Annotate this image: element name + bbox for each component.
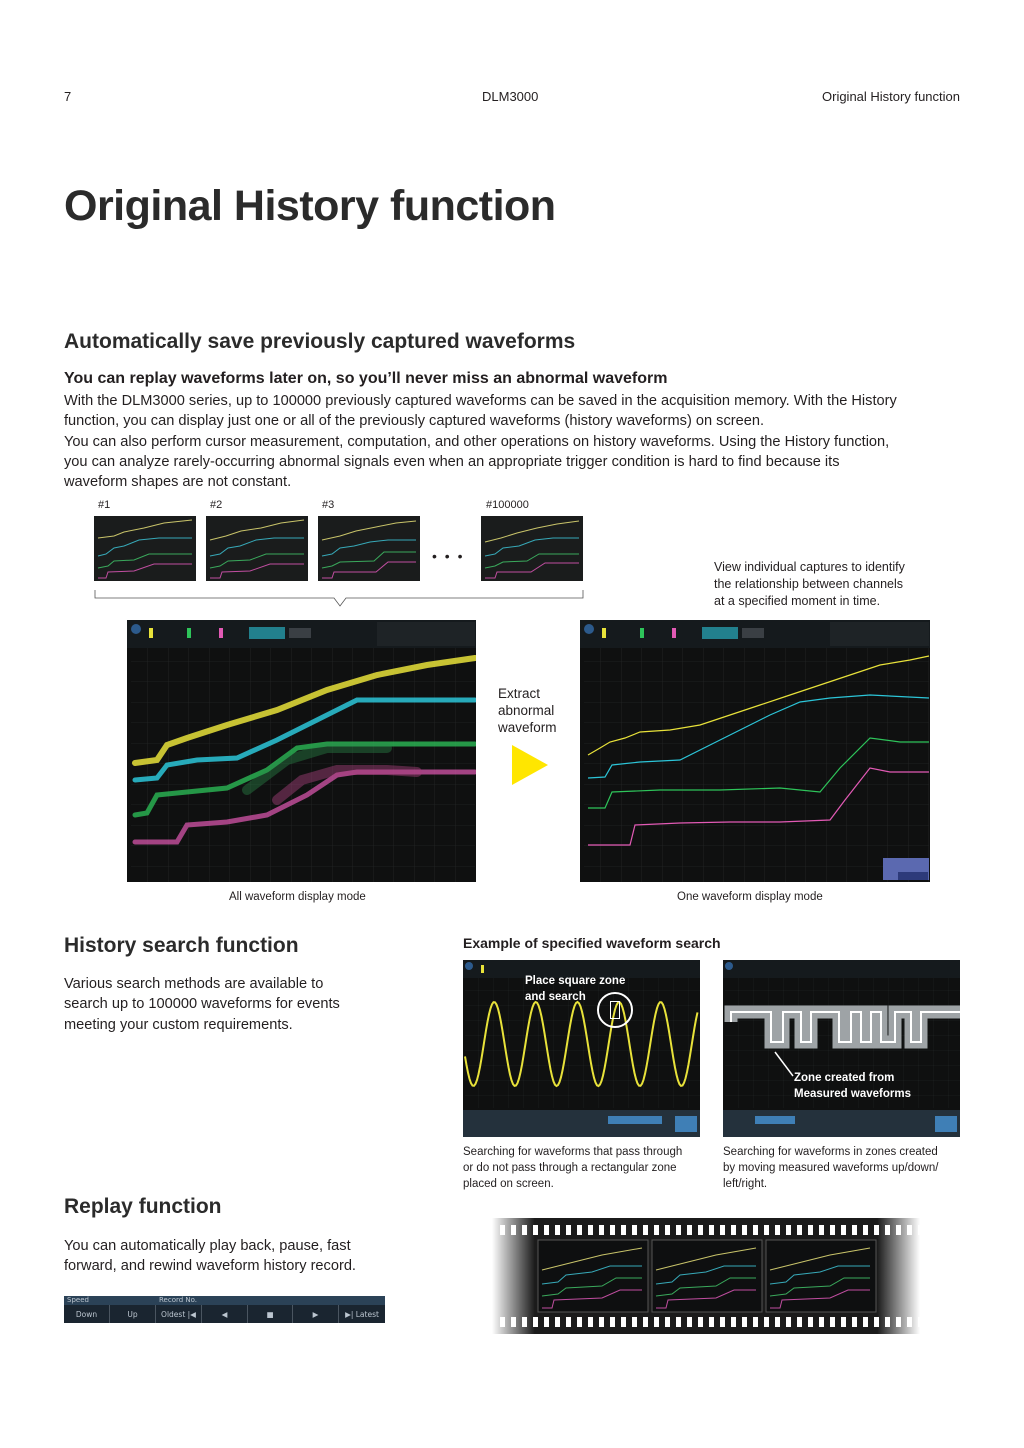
scope-one-waveform [580,620,930,882]
callout-measured-zone [794,1070,911,1102]
oldest-button[interactable]: Oldest |◀ [156,1305,202,1323]
extract-label [498,685,557,736]
thumb-label-2: #2 [210,499,223,511]
auto-save-heading: Automatically save previously captured waveforms [64,330,576,353]
paragraph-line: waveform shapes are not constant. [64,474,292,491]
square-zone [610,1001,620,1019]
callout-line: Place square zone [525,975,626,987]
thumb-label-100000: #100000 [486,499,529,511]
paragraph-line: You can automatically play back, pause, fast [64,1238,351,1254]
replay-heading: Replay function [64,1195,222,1218]
play-button[interactable]: ▶ [293,1305,339,1323]
paragraph-line: Various search methods are available to [64,976,324,992]
caption-line: placed on screen. [463,1178,554,1190]
caption-line: Searching for waveforms in zones created [723,1146,938,1158]
note-line: View individual captures to identify [714,560,905,574]
replay-control-bar [64,1296,385,1323]
auto-save-subheading: You can replay waveforms later on, so you’ll never miss an abnormal waveform [64,370,668,387]
paragraph-line: you can analyze rarely-occurring abnormal signals even when an appropriate trigger condition is hard to find because its [64,453,840,470]
caption-zone-search [463,1144,682,1192]
record-no-label: Record No. [159,1296,198,1304]
latest-button[interactable]: ▶| Latest [345,1309,379,1319]
auto-save-paragraph [64,391,964,492]
paragraph-line: meeting your custom requirements. [64,1016,293,1033]
page-title: Original History function [64,182,556,230]
callout-line: and search [525,991,586,1003]
extract-line: Extract [498,686,541,701]
stop-button[interactable]: ■ [248,1305,293,1323]
scope-all-waveform [127,620,476,882]
section-name: Original History function [822,89,960,104]
ellipsis: • • • [432,548,465,564]
paragraph-line: With the DLM3000 series, up to 100000 previously captured waveforms can be saved in the acquisition memory. With the History [64,393,897,409]
extract-line: waveform [498,720,557,735]
history-search-heading: History search function [64,934,299,957]
caption-line: by moving measured waveforms up/down/ [723,1162,939,1174]
speed-up-button[interactable]: Up [110,1305,156,1323]
play-arrow-icon [512,745,548,785]
caption-line: left/right. [723,1178,768,1190]
paragraph-line: function, you can display just one or all of the previously captured waveforms (history waveforms) on screen. [64,413,765,430]
page-number: 7 [64,89,72,104]
history-thumbnail-3 [318,516,420,581]
scope-measured-zone [723,960,960,1137]
speed-down-button[interactable]: Down [64,1305,110,1323]
paragraph-line: search up to 100000 waveforms for events [64,996,340,1013]
paragraph-line: You can also perform cursor measurement, computation, and other operations on history waveforms. Using the History function, [64,433,890,450]
replay-paragraph [64,1236,356,1277]
rewind-button[interactable]: ◀ [202,1305,248,1323]
paragraph-line: forward, and rewind waveform history record. [64,1258,356,1275]
note-line: the relationship between channels [714,577,904,591]
callout-line: Zone created from [794,1072,895,1084]
speed-label: Speed [67,1296,89,1304]
zone-highlight-circle [597,992,633,1028]
callout-line: Measured waveforms [794,1088,911,1100]
film-strip-illustration [492,1218,920,1334]
caption-line: Searching for waveforms that pass through [463,1146,683,1158]
note-line: at a specified moment in time. [714,594,881,608]
history-thumbnail-100000 [481,516,583,581]
extract-line: abnormal [498,703,555,718]
thumb-label-3: #3 [322,499,335,511]
product-name: DLM3000 [482,89,539,104]
group-brace [94,588,584,610]
caption-line: or do not pass through a rectangular zone [463,1162,677,1174]
caption-one-waveform: One waveform display mode [677,891,823,903]
history-search-paragraph [64,974,340,1035]
caption-all-waveform: All waveform display mode [229,891,366,903]
caption-measured-zone [723,1144,938,1192]
example-search-heading: Example of specified waveform search [463,935,721,951]
view-note [714,559,905,610]
thumb-label-1: #1 [98,499,111,511]
history-thumbnail-1 [94,516,196,581]
history-thumbnail-2 [206,516,308,581]
